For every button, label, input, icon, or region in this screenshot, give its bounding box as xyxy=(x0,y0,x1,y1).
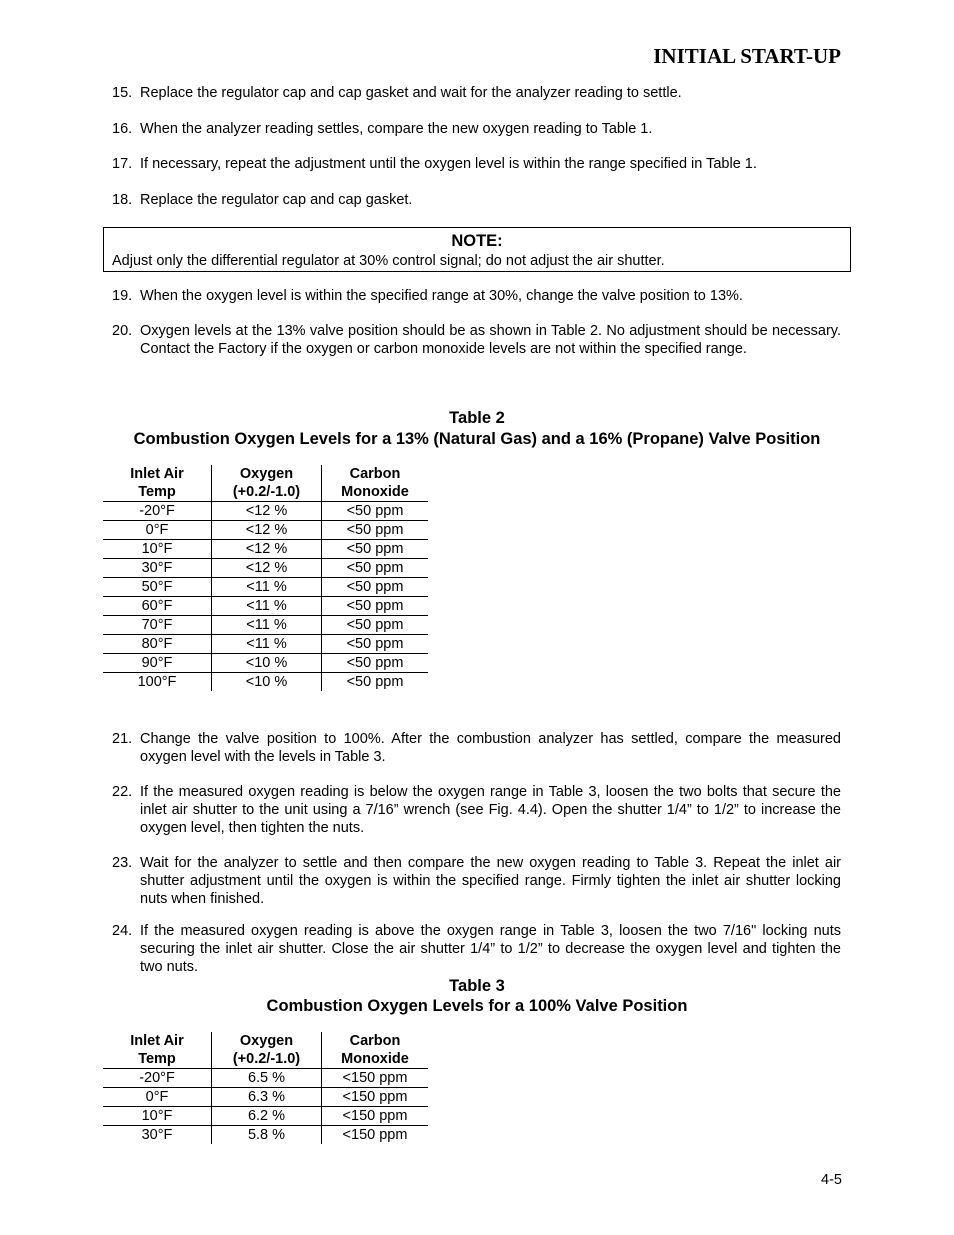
cell-oxygen: <11 % xyxy=(212,616,322,635)
step-21 xyxy=(112,730,841,766)
step-number: 24. xyxy=(112,923,133,939)
cell-temp: 0°F xyxy=(103,521,212,540)
cell-oxygen: <10 % xyxy=(212,673,322,692)
cell-oxygen: <12 % xyxy=(212,559,322,578)
step-20 xyxy=(112,322,841,358)
cell-co: <150 ppm xyxy=(322,1069,429,1088)
cell-temp: 100°F xyxy=(103,673,212,692)
table-row xyxy=(103,597,428,616)
step-text: If the measured oxygen reading is above the oxygen range in Table 3, loosen the two 7/16" locking nuts securing the inlet air shutter. Close the air shutter 1/4” to 1/2” to decrease the oxygen level and tighten the two nuts. xyxy=(140,923,841,975)
step-number: 18. xyxy=(112,192,133,208)
step-text: Oxygen levels at the 13% valve position should be as shown in Table 2. No adjustment should be necessary. Contact the Factory if the oxygen or carbon monoxide levels are not within the specified range. xyxy=(140,323,841,357)
header-oxygen: Oxygen (+0.2/-1.0) xyxy=(212,465,322,502)
table-row xyxy=(103,616,428,635)
table-row xyxy=(103,1069,428,1088)
note-body: Adjust only the differential regulator at 30% control signal; do not adjust the air shutter. xyxy=(112,253,665,269)
cell-co: <50 ppm xyxy=(322,540,429,559)
step-number: 23. xyxy=(112,855,133,871)
step-text: Replace the regulator cap and cap gasket. xyxy=(140,192,413,208)
cell-temp: 30°F xyxy=(103,559,212,578)
table-row xyxy=(103,654,428,673)
header-inlet-air-temp: Inlet Air Temp xyxy=(103,1032,212,1069)
step-18 xyxy=(112,191,841,209)
cell-temp: 10°F xyxy=(103,1107,212,1126)
cell-oxygen: 5.8 % xyxy=(212,1126,322,1145)
cell-temp: 90°F xyxy=(103,654,212,673)
step-text: If the measured oxygen reading is below the oxygen range in Table 3, loosen the two bolts that secure the inlet air shutter to the unit using a 7/16” wrench (see Fig. 4.4). Open the shutter 1/4” to 1/2” to increase the oxygen level, then tighten the nuts. xyxy=(140,784,841,836)
cell-temp: 30°F xyxy=(103,1126,212,1145)
cell-oxygen: 6.3 % xyxy=(212,1088,322,1107)
table-header-row xyxy=(103,465,428,502)
cell-co: <50 ppm xyxy=(322,635,429,654)
cell-oxygen: <12 % xyxy=(212,521,322,540)
cell-co: <50 ppm xyxy=(322,578,429,597)
table-row xyxy=(103,559,428,578)
cell-oxygen: <12 % xyxy=(212,540,322,559)
table2-title: Combustion Oxygen Levels for a 13% (Natural Gas) and a 16% (Propane) Valve Position xyxy=(133,430,821,448)
step-16 xyxy=(112,120,841,138)
table-row xyxy=(103,540,428,559)
cell-co: <50 ppm xyxy=(346,674,404,690)
cell-oxygen: <11 % xyxy=(212,597,322,616)
cell-temp: -20°F xyxy=(103,502,212,521)
step-17 xyxy=(112,155,841,173)
page-number: 4-5 xyxy=(821,1172,842,1188)
cell-co: <50 ppm xyxy=(322,559,429,578)
cell-co: <50 ppm xyxy=(322,654,429,673)
table-row xyxy=(103,1088,428,1107)
section-title: INITIAL START-UP xyxy=(653,44,841,68)
cell-co: <50 ppm xyxy=(322,521,429,540)
step-number: 17. xyxy=(112,156,133,172)
table2-label: Table 2 xyxy=(449,409,505,427)
cell-oxygen: 6.5 % xyxy=(212,1069,322,1088)
cell-oxygen: <12 % xyxy=(212,502,322,521)
table-row xyxy=(103,635,428,654)
table3-label: Table 3 xyxy=(449,977,505,995)
cell-temp: 70°F xyxy=(103,616,212,635)
step-19 xyxy=(112,287,841,305)
step-23 xyxy=(112,854,841,908)
cell-temp: 10°F xyxy=(103,540,212,559)
step-text: If necessary, repeat the adjustment until the oxygen level is within the range specified in Table 1. xyxy=(140,156,757,172)
step-text: Wait for the analyzer to settle and then compare the new oxygen reading to Table 3. Repeat the inlet air shutter adjustment until the oxygen is within the specified range. Firmly tighten the inlet air shutter locking nuts when finished. xyxy=(140,855,841,907)
table-row xyxy=(103,578,428,597)
step-number: 16. xyxy=(112,121,133,137)
table3 xyxy=(103,1032,428,1144)
note-title: NOTE: xyxy=(451,232,503,250)
cell-temp: 80°F xyxy=(103,635,212,654)
cell-co: <150 ppm xyxy=(342,1127,408,1143)
header-oxygen: Oxygen (+0.2/-1.0) xyxy=(212,1032,322,1069)
header-carbon-monoxide: Carbon Monoxide xyxy=(322,1032,429,1069)
table-row xyxy=(103,673,428,692)
table2 xyxy=(103,465,428,691)
cell-co: <150 ppm xyxy=(322,1088,429,1107)
header-carbon-monoxide: Carbon Monoxide xyxy=(322,465,429,502)
step-text: Replace the regulator cap and cap gasket and wait for the analyzer reading to settle. xyxy=(140,85,682,101)
cell-oxygen: <11 % xyxy=(212,578,322,597)
cell-temp: 60°F xyxy=(103,597,212,616)
step-15 xyxy=(112,84,841,102)
step-text: When the oxygen level is within the specified range at 30%, change the valve position to 13%. xyxy=(140,288,743,304)
step-text: When the analyzer reading settles, compare the new oxygen reading to Table 1. xyxy=(140,121,653,137)
table-row xyxy=(103,1126,428,1145)
step-number: 21. xyxy=(112,731,133,747)
step-text: Change the valve position to 100%. After the combustion analyzer has settled, compare the measured oxygen level with the levels in Table 3. xyxy=(140,731,841,765)
cell-co: <150 ppm xyxy=(322,1107,429,1126)
cell-temp: -20°F xyxy=(103,1069,212,1088)
table-header-row xyxy=(103,1032,428,1069)
header-inlet-air-temp: Inlet Air Temp xyxy=(103,465,212,502)
cell-oxygen: 6.2 % xyxy=(212,1107,322,1126)
cell-temp: 0°F xyxy=(103,1088,212,1107)
cell-co: <50 ppm xyxy=(322,616,429,635)
step-number: 20. xyxy=(112,323,133,339)
cell-co: <50 ppm xyxy=(322,597,429,616)
cell-oxygen: <10 % xyxy=(212,654,322,673)
cell-oxygen: <11 % xyxy=(212,635,322,654)
table-row xyxy=(103,502,428,521)
step-24 xyxy=(112,922,841,976)
step-number: 15. xyxy=(112,85,133,101)
table-row xyxy=(103,1107,428,1126)
table3-title: Combustion Oxygen Levels for a 100% Valve Position xyxy=(266,997,688,1015)
step-22 xyxy=(112,783,841,837)
cell-temp: 50°F xyxy=(103,578,212,597)
step-number: 22. xyxy=(112,784,133,800)
table-row xyxy=(103,521,428,540)
cell-co: <50 ppm xyxy=(322,502,429,521)
note-box xyxy=(103,227,851,272)
step-number: 19. xyxy=(112,288,133,304)
